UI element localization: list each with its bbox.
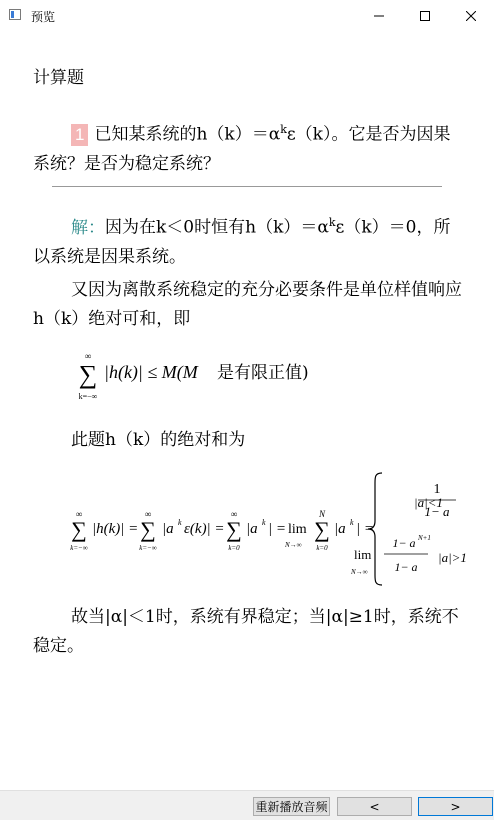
formula-absolute-summability xyxy=(70,349,350,405)
bottom-toolbar xyxy=(0,790,494,820)
question-text: 1 已知某系统的$h(k)=\alpha^k\varepsilon(k)$。它是否为因果系统？是否为稳定系统？ xyxy=(33,123,451,174)
minimize-button[interactable] xyxy=(356,0,402,31)
case1-denominator: 1− a xyxy=(424,504,450,519)
svg-text:∞: ∞ xyxy=(75,509,83,519)
svg-text:1− a: 1− a xyxy=(394,560,418,574)
next-button[interactable]: > xyxy=(418,797,493,816)
divider xyxy=(52,186,442,187)
svg-text:lim: lim xyxy=(288,522,307,537)
minimize-icon xyxy=(374,11,384,21)
svg-text:∑: ∑ xyxy=(71,517,87,542)
svg-text:k=−∞: k=−∞ xyxy=(139,544,157,552)
svg-text:k=0: k=0 xyxy=(316,544,328,552)
question-number-badge: 1 xyxy=(71,124,88,146)
case1-condition: |a|<1 xyxy=(414,495,443,510)
sum-top: ∞ xyxy=(84,351,92,361)
svg-text:∑: ∑ xyxy=(226,517,242,542)
previous-button[interactable]: < xyxy=(337,797,412,816)
answer-label: 解： xyxy=(71,217,105,238)
maximize-icon xyxy=(420,11,430,21)
svg-text:∑: ∑ xyxy=(140,517,156,542)
svg-text:∞: ∞ xyxy=(144,509,152,519)
sum-bottom: k=−∞ xyxy=(78,392,98,401)
case1-numerator: 1 xyxy=(433,482,441,497)
svg-text:N: N xyxy=(318,509,326,519)
svg-text:N+1: N+1 xyxy=(418,534,431,542)
absolute-sum-text: 此题h（k）的绝对和为 xyxy=(71,430,246,450)
stability-condition-text: 又因为离散系统稳定的充分必要条件是单位样值响应h（k）绝对可和，即 xyxy=(33,280,462,329)
section-heading: 计算题 xyxy=(33,68,84,88)
conclusion-text: 故当|α|＜1时，系统有界稳定；当|α|≥1时，系统不稳定。 xyxy=(33,607,459,656)
svg-text:k=−∞: k=−∞ xyxy=(70,544,88,552)
close-icon xyxy=(466,11,476,21)
svg-text:∞: ∞ xyxy=(230,509,238,519)
close-button[interactable] xyxy=(448,0,494,31)
case2-condition: |a|>1 xyxy=(438,550,467,565)
svg-text:|a: |a xyxy=(334,521,346,537)
preview-content xyxy=(0,31,494,790)
svg-text:k=0: k=0 xyxy=(228,544,240,552)
svg-text:ε(k)| =: ε(k)| = xyxy=(184,521,225,537)
sigma-symbol: ∑ xyxy=(78,360,98,389)
svg-text:∑: ∑ xyxy=(314,517,330,542)
app-icon xyxy=(9,9,21,20)
svg-text:lim: lim xyxy=(354,547,372,562)
formula-cases xyxy=(350,471,480,586)
svg-text:k: k xyxy=(178,518,182,527)
svg-text:| =: | = xyxy=(356,521,374,537)
formula1-note: 是有限正值) xyxy=(217,363,309,383)
svg-text:|h(k)| =: |h(k)| = xyxy=(92,521,139,537)
svg-text:|a: |a xyxy=(162,521,174,537)
answer-text: 解：因为在k＜0时恒有$h(k)=\alpha^k\varepsilon(k)=0$，所以系统是因果系统。 xyxy=(33,216,451,267)
svg-text:k: k xyxy=(350,518,354,527)
svg-text:k: k xyxy=(262,518,266,527)
svg-text:N→∞: N→∞ xyxy=(285,541,302,549)
svg-text:| =: | = xyxy=(268,521,286,537)
svg-text:|a: |a xyxy=(246,521,258,537)
window-title: 预览 xyxy=(31,10,56,24)
replay-audio-button[interactable]: 重新播放音频 xyxy=(253,797,330,816)
maximize-button[interactable] xyxy=(402,0,448,31)
svg-text:N→∞: N→∞ xyxy=(351,568,368,576)
svg-text:1− a: 1− a xyxy=(392,536,416,550)
formula1-body: |h(k)| ≤ M(M xyxy=(104,362,198,382)
title-bar xyxy=(0,0,494,31)
